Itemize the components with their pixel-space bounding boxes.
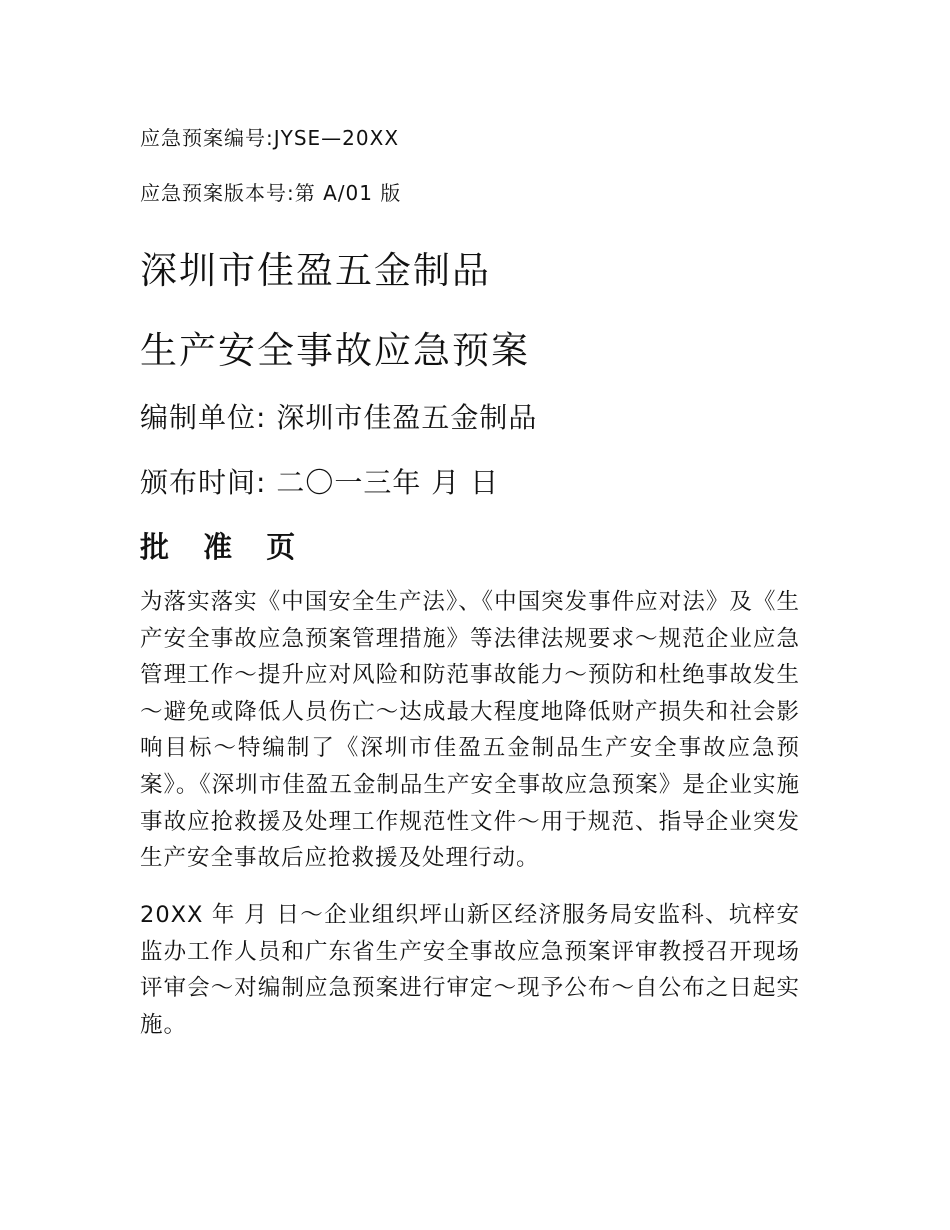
approval-page-heading: 批 准 页 [140, 530, 308, 564]
plan-version: 应急预案版本号:第 A/01 版 [140, 181, 402, 205]
approval-paragraph-1: 为落实落实《中国安全生产法》、《中国突发事件应对法》及《生产安全事故应急预案管理措施》等法律法规要求～规范企业应急管理工作～提升应对风险和防范事故能力～预防和杜绝事故发生～避免或降低人员伤亡～达成最大程度地降低财产损失和社会影响目标～特编制了《深圳市佳盈五金制品生产安全事故应急预案》。《深圳市佳盈五金制品生产安全事故应急预案》是企业实施事故应抢救援及处理工作规范性文件～用于规范、指导企业突发生产安全事故后应抢救援及处理行动。 [140, 589, 800, 872]
title-plan: 生产安全事故应急预案 [140, 329, 530, 372]
plan-number: 应急预案编号:JYSE—20XX [140, 126, 400, 150]
approval-paragraph-2: 20XX 年 月 日～企业组织坪山新区经济服务局安监科、坑梓安监办工作人员和广东省生产安全事故应急预案评审教授召开现场评审会～对编制应急预案进行审定～现予公布～自公布之日起实施。 [140, 902, 800, 1038]
title-company: 深圳市佳盈五金制品 [140, 249, 491, 292]
compiler-unit: 编制单位: 深圳市佳盈五金制品 [140, 401, 538, 434]
release-date: 颁布时间: 二〇一三年 月 日 [140, 466, 500, 499]
